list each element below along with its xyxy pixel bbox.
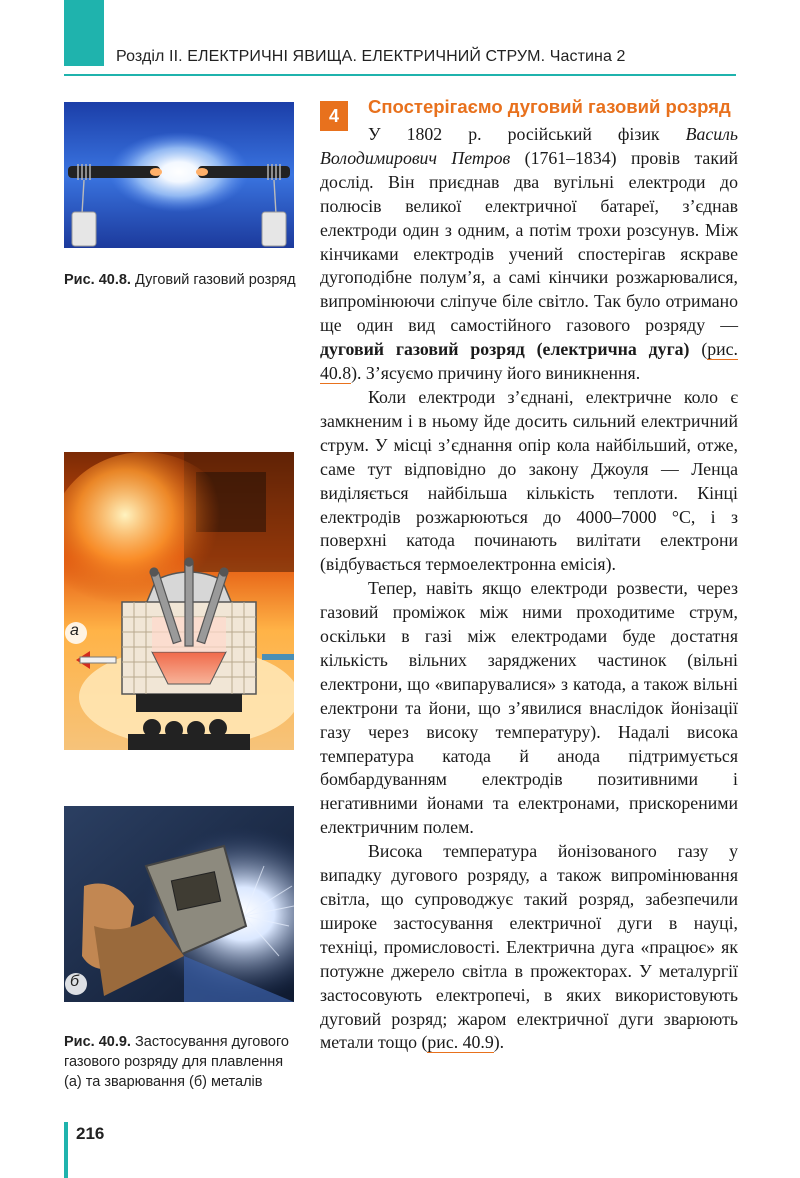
figure-arc-discharge xyxy=(64,102,294,248)
figure-reference-link[interactable]: рис. 40.8 xyxy=(320,339,738,384)
body-text xyxy=(320,123,738,1055)
paragraph-1 xyxy=(320,123,738,386)
text-run: ). xyxy=(493,1032,505,1053)
running-header: Розділ ІІ. ЕЛЕКТРИЧНІ ЯВИЩА. ЕЛЕКТРИЧНИЙ СТРУМ. Частина 2 xyxy=(116,48,626,65)
header-accent-block xyxy=(64,0,104,66)
section-title: Спостерігаємо дуговий газовий розряд xyxy=(368,96,731,117)
paragraph-3: Тепер, навіть якщо електроди розвести, через газовий проміжок між ними проходитиме струм, оскільки в газі між електродами буде достатня кількість вільних заряджених частинок (вільні електрони, що «випарувалися» з катода, а також вільні електрони та йони, що з’явилися внаслідок йонізації газу через високу температуру). Надалі висока температура катода й анода підтримується бомбардуванням електродів позитивними і негативними йонами та електронами, прискореними електричним полем. xyxy=(320,578,738,838)
figure-label-b: б xyxy=(70,973,79,990)
header-divider xyxy=(64,74,736,76)
text-run: (1761–1834) провів такий дослід. Він приєднав два вугільні електроди до полюсів великої електричної батареї, з’єднав електроди один з одним, а потім трохи розсунув. Між кінчиками електродів учений спостерігав яскраве дугоподібне полум’я, а самі кінчики розжарювалися, випромінюючи сліпуче біле світло. Так було отримано ще один вид самостійного газового розряду — xyxy=(320,147,738,336)
figure-label-a: а xyxy=(70,622,79,639)
scientist-name: Василь Володимирович Петров xyxy=(320,124,738,168)
text-run: У 1802 р. російський фізик xyxy=(368,124,686,144)
text-run: Висока температура йонізованого газу у випадку дугового розряду, а також випромінювання світла, що супроводжує такий розряд, забезпечили широке застосування електричної дуги в науці, техніці, промисловості. Електрична дуга «працює» як потужне джерело світла в прожекторах. У металургії застосовують електропечі, в яких використовують дуговий розряд; жаром електричної дуги зварюють метали тощо ( xyxy=(320,841,738,1053)
section-number-badge: 4 xyxy=(320,101,348,131)
caption-number: Рис. 40.8. xyxy=(64,272,131,288)
term-bold: дуговий газовий розряд (електрична дуга) xyxy=(320,339,690,360)
figure-reference-link[interactable]: рис. 40.9 xyxy=(427,1032,494,1053)
text-run: ( xyxy=(689,339,708,360)
figure-welding xyxy=(64,806,294,1002)
caption-number: Рис. 40.9. xyxy=(64,1034,131,1050)
paragraph-2: Коли електроди з’єднані, електричне коло є замкненим і в ньому йде досить сильний електричний струм. У місці з’єднання опір кола найбільший, отже, саме тут відповідно до закону Джоуля — Ленца виділяється найбільша кількість теплоти. Кінці електродів розжарюються до 4000–7000 °С, і з поверхні катода починають вилітати електрони (відбувається термоелектронна емісія). xyxy=(320,386,738,575)
caption-fig-40-8 xyxy=(64,270,296,290)
paragraph-4 xyxy=(320,840,738,1055)
caption-text: Застосування дугового газового розряду для плавлення (а) та зварювання (б) металів xyxy=(64,1034,289,1090)
page-number: 216 xyxy=(76,1124,105,1143)
page-number-accent xyxy=(64,1122,68,1178)
figure-arc-furnace xyxy=(64,452,294,750)
text-run: ). З’ясуємо причину його виникнення. xyxy=(351,363,641,384)
caption-fig-40-9 xyxy=(64,1032,296,1092)
caption-text: Дуговий газовий розряд xyxy=(135,272,296,288)
